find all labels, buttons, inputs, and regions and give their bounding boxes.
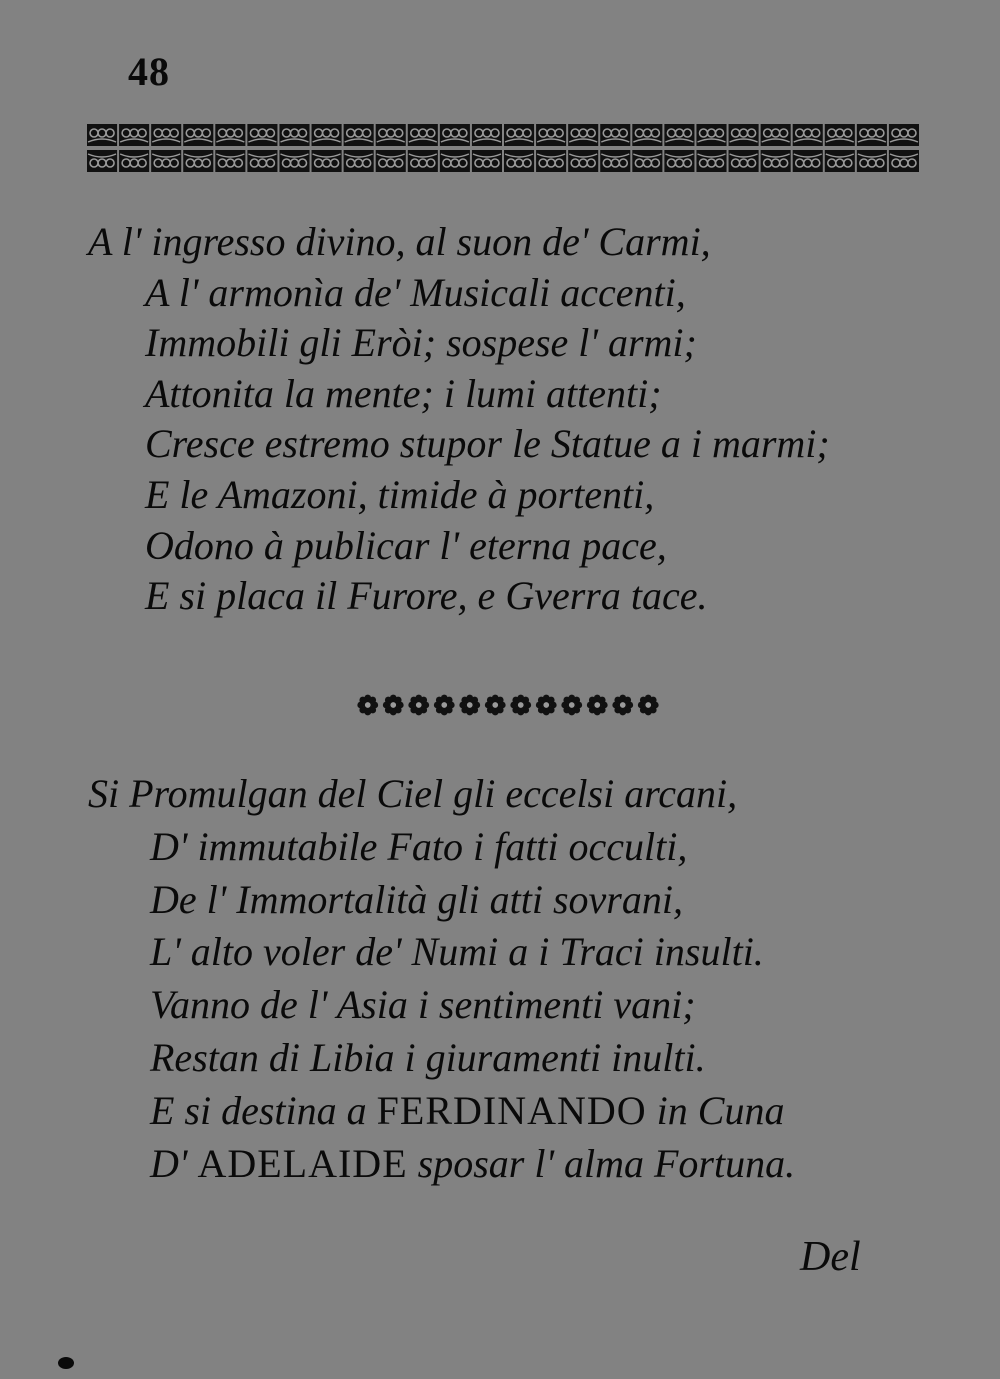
verse-text: Si Promulgan del Ciel gli eccelsi arcani, <box>88 771 738 816</box>
verse-line <box>150 823 688 869</box>
ornament-motif <box>729 150 759 172</box>
ornament-motif <box>472 150 502 172</box>
ornament-motif <box>151 124 181 146</box>
ornament-motif <box>376 124 406 146</box>
verse-line <box>150 876 683 922</box>
ornament-motif <box>664 150 694 172</box>
verse-text: E le Amazoni, timide à portenti, <box>145 472 655 517</box>
rosette-icon <box>383 695 404 716</box>
page-number: 48 <box>128 49 170 94</box>
verse-text: E si destina a <box>150 1087 377 1133</box>
ornament-motif <box>793 124 823 146</box>
ornament-motif <box>472 124 502 146</box>
ornament-motif <box>408 150 438 172</box>
ornament-motif <box>761 150 791 172</box>
rosette-icon <box>485 695 506 716</box>
rosette-icon <box>587 695 608 716</box>
ink-smudge <box>58 1357 74 1369</box>
verse-text: L' alto voler de' Numi a i Traci insulti. <box>150 929 764 975</box>
rosette-icon <box>434 695 455 716</box>
verse-text: in Cuna <box>646 1087 785 1133</box>
ornament-motif <box>825 150 855 172</box>
ornament-motif <box>279 124 309 146</box>
verse-text: Odono à publicar l' eterna pace, <box>145 522 667 568</box>
ornament-motif <box>857 150 887 172</box>
ornament-motif <box>183 124 213 146</box>
ornament-motif <box>825 124 855 146</box>
verse-line <box>145 370 662 416</box>
verse-text: D' immutabile Fato i fatti occulti, <box>150 823 688 869</box>
ornament-motif <box>536 150 566 172</box>
rosette-icon <box>638 695 659 716</box>
ornament-motif <box>376 150 406 172</box>
ornament-motif <box>440 150 470 172</box>
ornament-motif <box>761 124 791 146</box>
proper-name-caps: ADELAIDE <box>197 1140 408 1186</box>
verse-line <box>145 320 697 366</box>
ornament-motif <box>632 124 662 146</box>
ornament-motif <box>312 150 342 172</box>
verse-line <box>145 573 708 619</box>
verse-text: De l' Immortalità gli atti sovrani, <box>150 876 683 922</box>
rosette-icon <box>459 695 480 716</box>
ornament-motif <box>889 150 919 172</box>
verse-text: D' <box>150 1140 198 1186</box>
ornament-motif <box>119 150 149 172</box>
proper-name-caps: FERDINANDO <box>376 1087 647 1133</box>
rosette-icon <box>561 695 582 716</box>
ornament-motif <box>857 124 887 146</box>
ornament-motif <box>793 150 823 172</box>
ornament-motif <box>247 150 277 172</box>
verse-line <box>88 219 711 264</box>
ornament-motif <box>87 124 117 146</box>
rosette-icon <box>510 695 531 716</box>
rosette-icon <box>408 695 429 716</box>
ornament-motif <box>600 124 630 146</box>
ornament-motif <box>183 150 213 172</box>
verse-text: Vanno de l' Asia i sentimenti vani; <box>150 982 696 1028</box>
ornament-motif <box>696 150 726 172</box>
verse-line <box>150 1140 796 1186</box>
ornament-motif <box>600 150 630 172</box>
ornament-motif <box>119 124 149 146</box>
ornament-motif <box>536 124 566 146</box>
ornament-motif <box>440 124 470 146</box>
asterism-divider <box>355 690 661 720</box>
ornament-motif <box>729 124 759 146</box>
ornament-motif <box>889 124 919 146</box>
verse-text: Restan di Libia i giuramenti inulti. <box>150 1035 706 1080</box>
verse-text: E si placa il Furore, e Gverra tace. <box>145 573 708 619</box>
ornament-motif <box>215 124 245 146</box>
verse-line <box>145 522 667 568</box>
verse-text: Cresce estremo stupor le Statue a i marmi; <box>145 421 830 467</box>
verse-line <box>145 269 686 315</box>
ornament-motif <box>696 124 726 146</box>
verse-line <box>150 929 764 975</box>
verse-text: A l' ingresso divino, al suon de' Carmi, <box>88 219 711 264</box>
rosette-icon <box>536 695 557 716</box>
ornament-motif <box>247 124 277 146</box>
ornament-motif <box>151 150 181 172</box>
verse-line <box>150 1087 785 1133</box>
ornament-motif <box>215 150 245 172</box>
ornament-motif <box>568 124 598 146</box>
verse-line <box>145 472 655 517</box>
verse-line <box>150 1035 706 1080</box>
ornament-motif <box>279 150 309 172</box>
ornament-motif <box>632 150 662 172</box>
verse-text: Immobili gli Eròi; sospese l' armi; <box>145 320 697 366</box>
ornament-motif <box>408 124 438 146</box>
ornament-motif <box>504 150 534 172</box>
ornament-motif <box>664 124 694 146</box>
verse-text: sposar l' alma Fortuna. <box>407 1140 796 1186</box>
verse-line <box>88 771 738 816</box>
rosette-icon <box>357 695 378 716</box>
rosette-icon <box>612 695 633 716</box>
verse-text: Attonita la mente; i lumi attenti; <box>145 370 662 416</box>
verse-text: A l' armonìa de' Musicali accenti, <box>145 269 686 315</box>
header-ornament-band <box>86 122 920 174</box>
ornament-motif <box>344 124 374 146</box>
ornament-motif <box>87 150 117 172</box>
verse-line <box>150 982 696 1028</box>
catchword: Del <box>800 1234 861 1280</box>
ornament-motif <box>312 124 342 146</box>
ornament-motif <box>504 124 534 146</box>
ornament-motif <box>344 150 374 172</box>
ornament-motif <box>568 150 598 172</box>
verse-line <box>145 421 830 467</box>
